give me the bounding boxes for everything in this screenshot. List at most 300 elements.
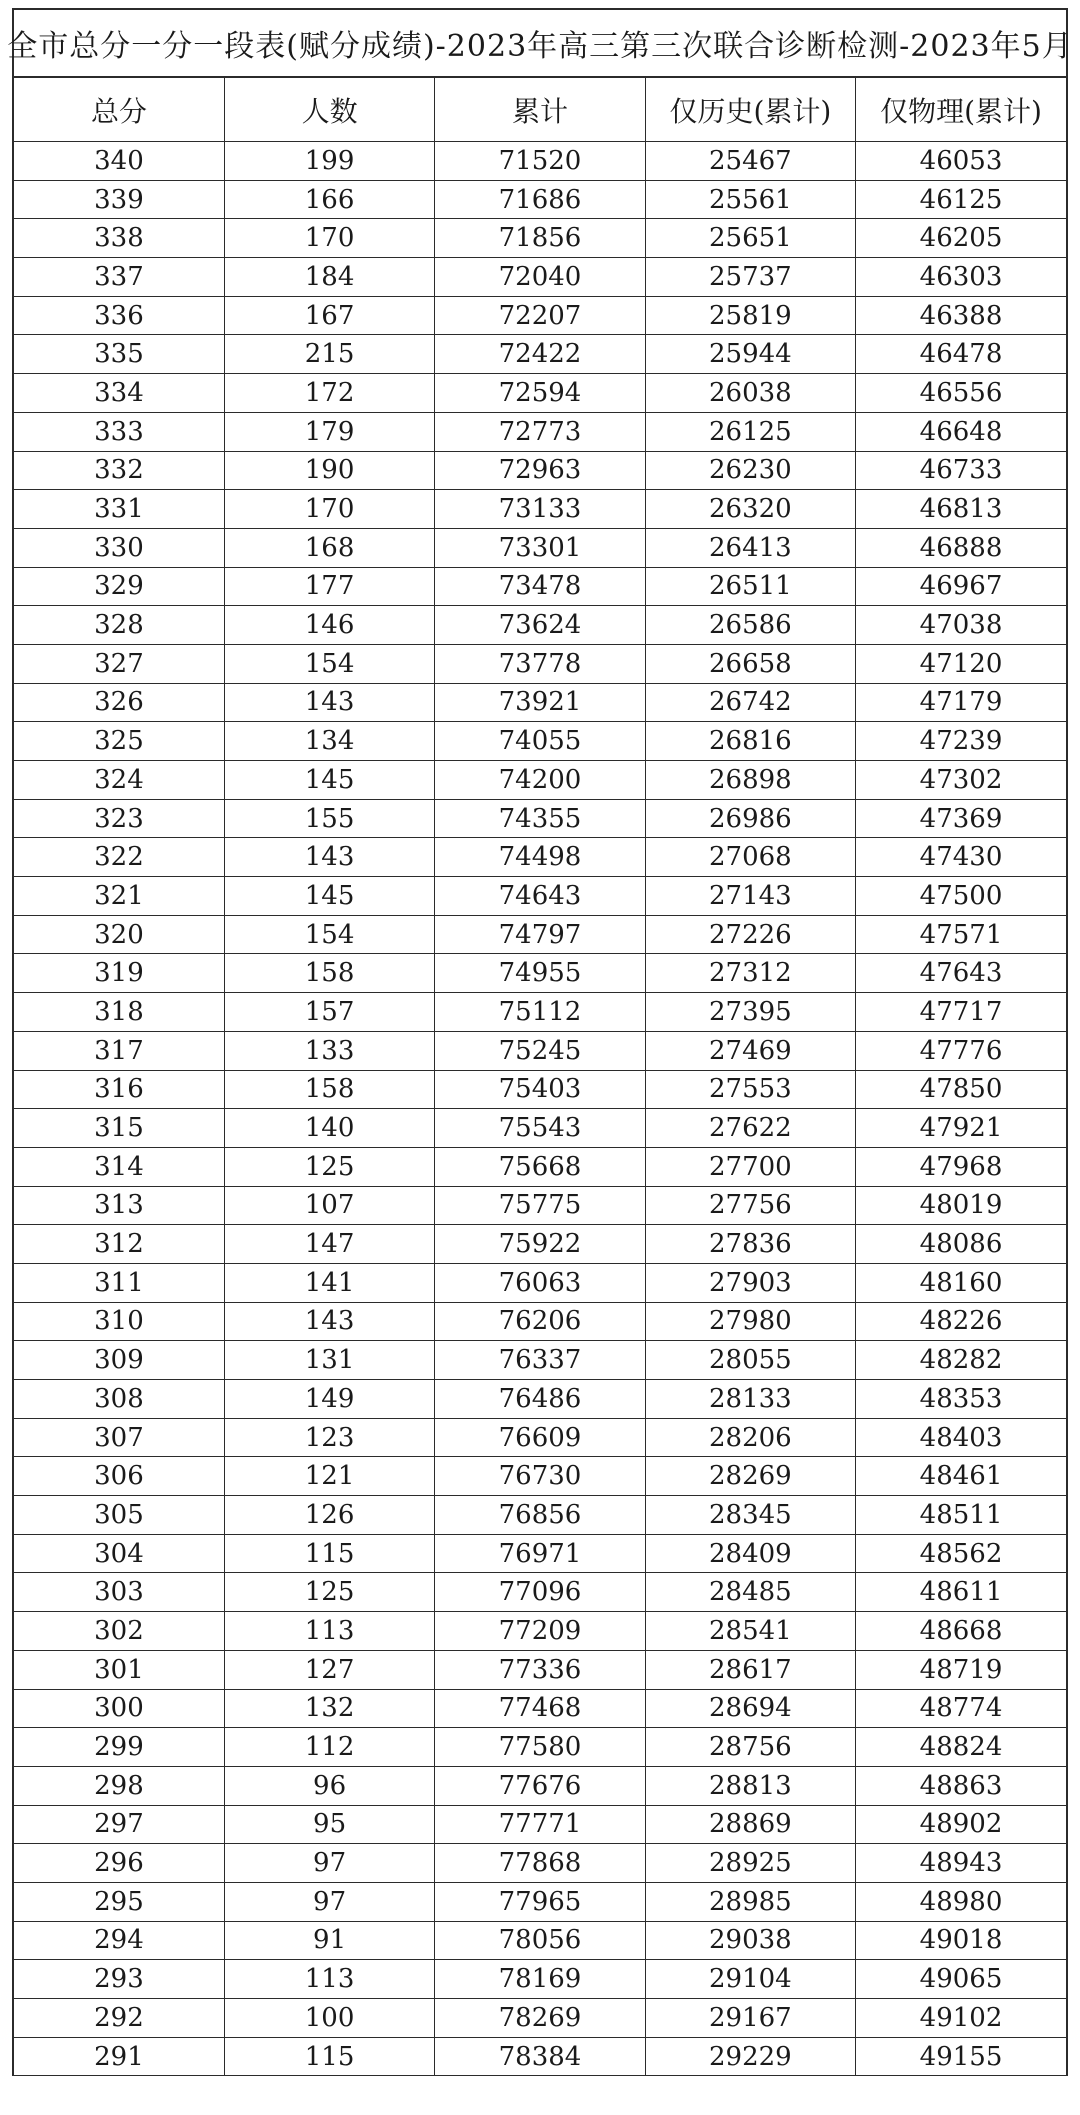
cell-physics-cumulative: 46388: [856, 296, 1066, 335]
table-row: [14, 799, 1066, 838]
cell-count: 96: [224, 1766, 434, 1805]
cell-history-cumulative: 27836: [645, 1225, 855, 1264]
cell-physics-cumulative: 47302: [856, 761, 1066, 800]
cell-cumulative: 73478: [435, 567, 645, 606]
cell-history-cumulative: 26413: [645, 528, 855, 567]
cell-physics-cumulative: 48824: [856, 1728, 1066, 1767]
cell-history-cumulative: 26742: [645, 683, 855, 722]
cell-total-score: 313: [14, 1186, 224, 1225]
cell-physics-cumulative: 48019: [856, 1186, 1066, 1225]
cell-history-cumulative: 27395: [645, 993, 855, 1032]
cell-history-cumulative: 26658: [645, 644, 855, 683]
cell-physics-cumulative: 46053: [856, 142, 1066, 181]
cell-total-score: 305: [14, 1496, 224, 1535]
cell-total-score: 311: [14, 1263, 224, 1302]
cell-history-cumulative: 29229: [645, 2037, 855, 2076]
table-row: [14, 490, 1066, 529]
table-row: [14, 451, 1066, 490]
cell-physics-cumulative: 47571: [856, 915, 1066, 954]
table-row: [14, 1999, 1066, 2038]
cell-count: 143: [224, 1302, 434, 1341]
cell-count: 190: [224, 451, 434, 490]
cell-total-score: 312: [14, 1225, 224, 1264]
cell-physics-cumulative: 47038: [856, 606, 1066, 645]
cell-count: 141: [224, 1263, 434, 1302]
table-row: [14, 1302, 1066, 1341]
cell-physics-cumulative: 48461: [856, 1457, 1066, 1496]
cell-total-score: 321: [14, 877, 224, 916]
cell-cumulative: 76730: [435, 1457, 645, 1496]
cell-total-score: 306: [14, 1457, 224, 1496]
table-row: [14, 915, 1066, 954]
cell-cumulative: 74797: [435, 915, 645, 954]
cell-cumulative: 75112: [435, 993, 645, 1032]
cell-count: 126: [224, 1496, 434, 1535]
cell-cumulative: 72773: [435, 412, 645, 451]
score-distribution-table: [14, 78, 1066, 2076]
cell-physics-cumulative: 48863: [856, 1766, 1066, 1805]
cell-physics-cumulative: 47239: [856, 722, 1066, 761]
cell-count: 158: [224, 954, 434, 993]
cell-count: 168: [224, 528, 434, 567]
cell-count: 170: [224, 490, 434, 529]
cell-history-cumulative: 29167: [645, 1999, 855, 2038]
cell-physics-cumulative: 48562: [856, 1534, 1066, 1573]
cell-total-score: 298: [14, 1766, 224, 1805]
cell-physics-cumulative: 49018: [856, 1921, 1066, 1960]
cell-total-score: 338: [14, 219, 224, 258]
cell-history-cumulative: 28345: [645, 1496, 855, 1535]
cell-physics-cumulative: 49155: [856, 2037, 1066, 2076]
cell-total-score: 325: [14, 722, 224, 761]
table-row: [14, 1109, 1066, 1148]
header-count: 人数: [224, 78, 434, 142]
header-history-cumulative: 仅历史(累计): [645, 78, 855, 142]
cell-history-cumulative: 28925: [645, 1844, 855, 1883]
cell-cumulative: 74055: [435, 722, 645, 761]
cell-count: 107: [224, 1186, 434, 1225]
cell-history-cumulative: 26586: [645, 606, 855, 645]
cell-count: 97: [224, 1844, 434, 1883]
cell-physics-cumulative: 47120: [856, 644, 1066, 683]
table-row: [14, 1341, 1066, 1380]
cell-history-cumulative: 26511: [645, 567, 855, 606]
cell-total-score: 322: [14, 838, 224, 877]
cell-total-score: 297: [14, 1805, 224, 1844]
cell-total-score: 329: [14, 567, 224, 606]
cell-cumulative: 73778: [435, 644, 645, 683]
cell-count: 157: [224, 993, 434, 1032]
table-row: [14, 1380, 1066, 1419]
cell-history-cumulative: 27143: [645, 877, 855, 916]
table-row: [14, 1147, 1066, 1186]
cell-history-cumulative: 28694: [645, 1689, 855, 1728]
cell-cumulative: 72207: [435, 296, 645, 335]
table-row: [14, 1921, 1066, 1960]
cell-total-score: 301: [14, 1650, 224, 1689]
cell-count: 166: [224, 180, 434, 219]
cell-history-cumulative: 25944: [645, 335, 855, 374]
cell-physics-cumulative: 49065: [856, 1960, 1066, 1999]
cell-total-score: 314: [14, 1147, 224, 1186]
cell-cumulative: 77965: [435, 1882, 645, 1921]
cell-cumulative: 75543: [435, 1109, 645, 1148]
cell-cumulative: 76063: [435, 1263, 645, 1302]
cell-total-score: 318: [14, 993, 224, 1032]
cell-count: 127: [224, 1650, 434, 1689]
cell-physics-cumulative: 46813: [856, 490, 1066, 529]
table-row: [14, 219, 1066, 258]
table-row: [14, 761, 1066, 800]
cell-total-score: 300: [14, 1689, 224, 1728]
table-row: [14, 722, 1066, 761]
cell-physics-cumulative: 47500: [856, 877, 1066, 916]
cell-history-cumulative: 27553: [645, 1070, 855, 1109]
cell-cumulative: 74200: [435, 761, 645, 800]
table-row: [14, 1612, 1066, 1651]
table-row: [14, 1418, 1066, 1457]
table-row: [14, 954, 1066, 993]
cell-total-score: 328: [14, 606, 224, 645]
cell-cumulative: 78056: [435, 1921, 645, 1960]
cell-count: 145: [224, 761, 434, 800]
cell-physics-cumulative: 48943: [856, 1844, 1066, 1883]
table-row: [14, 1650, 1066, 1689]
cell-total-score: 327: [14, 644, 224, 683]
cell-cumulative: 75668: [435, 1147, 645, 1186]
cell-history-cumulative: 25467: [645, 142, 855, 181]
cell-count: 154: [224, 915, 434, 954]
cell-count: 154: [224, 644, 434, 683]
cell-cumulative: 73133: [435, 490, 645, 529]
cell-physics-cumulative: 49102: [856, 1999, 1066, 2038]
cell-history-cumulative: 28269: [645, 1457, 855, 1496]
cell-history-cumulative: 26320: [645, 490, 855, 529]
cell-cumulative: 77336: [435, 1650, 645, 1689]
cell-physics-cumulative: 47369: [856, 799, 1066, 838]
cell-total-score: 335: [14, 335, 224, 374]
cell-cumulative: 74955: [435, 954, 645, 993]
cell-total-score: 332: [14, 451, 224, 490]
cell-count: 147: [224, 1225, 434, 1264]
cell-count: 134: [224, 722, 434, 761]
cell-physics-cumulative: 48282: [856, 1341, 1066, 1380]
cell-physics-cumulative: 46648: [856, 412, 1066, 451]
cell-count: 100: [224, 1999, 434, 2038]
cell-cumulative: 77676: [435, 1766, 645, 1805]
cell-count: 133: [224, 1031, 434, 1070]
cell-total-score: 303: [14, 1573, 224, 1612]
cell-history-cumulative: 28055: [645, 1341, 855, 1380]
cell-history-cumulative: 29104: [645, 1960, 855, 1999]
cell-count: 170: [224, 219, 434, 258]
cell-count: 113: [224, 1612, 434, 1651]
cell-physics-cumulative: 48668: [856, 1612, 1066, 1651]
cell-cumulative: 71856: [435, 219, 645, 258]
cell-history-cumulative: 28869: [645, 1805, 855, 1844]
table-row: [14, 1766, 1066, 1805]
cell-history-cumulative: 27226: [645, 915, 855, 954]
cell-count: 125: [224, 1147, 434, 1186]
cell-history-cumulative: 29038: [645, 1921, 855, 1960]
cell-count: 184: [224, 258, 434, 297]
table-row: [14, 1689, 1066, 1728]
cell-count: 155: [224, 799, 434, 838]
cell-count: 113: [224, 1960, 434, 1999]
cell-count: 146: [224, 606, 434, 645]
cell-physics-cumulative: 47430: [856, 838, 1066, 877]
table-row: [14, 1805, 1066, 1844]
cell-total-score: 292: [14, 1999, 224, 2038]
cell-count: 149: [224, 1380, 434, 1419]
cell-count: 199: [224, 142, 434, 181]
cell-total-score: 302: [14, 1612, 224, 1651]
cell-cumulative: 72963: [435, 451, 645, 490]
cell-history-cumulative: 28813: [645, 1766, 855, 1805]
cell-cumulative: 74643: [435, 877, 645, 916]
cell-physics-cumulative: 46303: [856, 258, 1066, 297]
table-row: [14, 374, 1066, 413]
cell-count: 123: [224, 1418, 434, 1457]
cell-count: 97: [224, 1882, 434, 1921]
cell-total-score: 315: [14, 1109, 224, 1148]
cell-physics-cumulative: 47968: [856, 1147, 1066, 1186]
table-row: [14, 606, 1066, 645]
cell-count: 143: [224, 838, 434, 877]
cell-total-score: 339: [14, 180, 224, 219]
cell-history-cumulative: 28485: [645, 1573, 855, 1612]
cell-cumulative: 72422: [435, 335, 645, 374]
cell-cumulative: 78269: [435, 1999, 645, 2038]
cell-cumulative: 76609: [435, 1418, 645, 1457]
cell-history-cumulative: 25819: [645, 296, 855, 335]
table-row: [14, 1573, 1066, 1612]
cell-total-score: 295: [14, 1882, 224, 1921]
cell-cumulative: 73921: [435, 683, 645, 722]
cell-physics-cumulative: 46478: [856, 335, 1066, 374]
cell-physics-cumulative: 46733: [856, 451, 1066, 490]
cell-total-score: 326: [14, 683, 224, 722]
cell-count: 172: [224, 374, 434, 413]
table-row: [14, 644, 1066, 683]
cell-total-score: 330: [14, 528, 224, 567]
cell-history-cumulative: 27700: [645, 1147, 855, 1186]
table-row: [14, 258, 1066, 297]
cell-cumulative: 73301: [435, 528, 645, 567]
cell-count: 91: [224, 1921, 434, 1960]
cell-cumulative: 77580: [435, 1728, 645, 1767]
cell-cumulative: 78384: [435, 2037, 645, 2076]
cell-history-cumulative: 25737: [645, 258, 855, 297]
table-row: [14, 1844, 1066, 1883]
cell-history-cumulative: 25561: [645, 180, 855, 219]
cell-physics-cumulative: 48160: [856, 1263, 1066, 1302]
cell-total-score: 293: [14, 1960, 224, 1999]
table-row: [14, 567, 1066, 606]
table-row: [14, 296, 1066, 335]
table-row: [14, 993, 1066, 1032]
cell-total-score: 308: [14, 1380, 224, 1419]
cell-physics-cumulative: 46967: [856, 567, 1066, 606]
header-physics-cumulative: 仅物理(累计): [856, 78, 1066, 142]
table-row: [14, 1263, 1066, 1302]
table-row: [14, 1225, 1066, 1264]
cell-history-cumulative: 26230: [645, 451, 855, 490]
cell-cumulative: 77468: [435, 1689, 645, 1728]
cell-history-cumulative: 27622: [645, 1109, 855, 1148]
cell-count: 179: [224, 412, 434, 451]
cell-physics-cumulative: 48719: [856, 1650, 1066, 1689]
cell-cumulative: 73624: [435, 606, 645, 645]
cell-count: 112: [224, 1728, 434, 1767]
cell-total-score: 317: [14, 1031, 224, 1070]
cell-history-cumulative: 28617: [645, 1650, 855, 1689]
table-row: [14, 142, 1066, 181]
cell-total-score: 320: [14, 915, 224, 954]
cell-cumulative: 74355: [435, 799, 645, 838]
cell-physics-cumulative: 47850: [856, 1070, 1066, 1109]
table-row: [14, 1960, 1066, 1999]
table-row: [14, 528, 1066, 567]
cell-physics-cumulative: 48226: [856, 1302, 1066, 1341]
table-row: [14, 180, 1066, 219]
cell-history-cumulative: 26898: [645, 761, 855, 800]
cell-history-cumulative: 27469: [645, 1031, 855, 1070]
table-title: 全市总分一分一段表(赋分成绩)-2023年高三第三次联合诊断检测-2023年5月: [14, 10, 1066, 78]
cell-total-score: 337: [14, 258, 224, 297]
cell-physics-cumulative: 48980: [856, 1882, 1066, 1921]
cell-total-score: 340: [14, 142, 224, 181]
cell-cumulative: 76971: [435, 1534, 645, 1573]
cell-count: 131: [224, 1341, 434, 1380]
cell-total-score: 309: [14, 1341, 224, 1380]
cell-count: 143: [224, 683, 434, 722]
table-row: [14, 683, 1066, 722]
cell-cumulative: 71686: [435, 180, 645, 219]
cell-physics-cumulative: 47717: [856, 993, 1066, 1032]
cell-physics-cumulative: 46556: [856, 374, 1066, 413]
cell-history-cumulative: 26986: [645, 799, 855, 838]
table-row: [14, 2037, 1066, 2076]
cell-cumulative: 76856: [435, 1496, 645, 1535]
cell-cumulative: 78169: [435, 1960, 645, 1999]
cell-cumulative: 75922: [435, 1225, 645, 1264]
cell-total-score: 294: [14, 1921, 224, 1960]
cell-total-score: 323: [14, 799, 224, 838]
cell-total-score: 316: [14, 1070, 224, 1109]
cell-history-cumulative: 28541: [645, 1612, 855, 1651]
cell-total-score: 336: [14, 296, 224, 335]
table-row: [14, 1534, 1066, 1573]
cell-history-cumulative: 27068: [645, 838, 855, 877]
cell-physics-cumulative: 46125: [856, 180, 1066, 219]
cell-history-cumulative: 27756: [645, 1186, 855, 1225]
table-row: [14, 1457, 1066, 1496]
cell-cumulative: 74498: [435, 838, 645, 877]
cell-count: 121: [224, 1457, 434, 1496]
cell-history-cumulative: 28206: [645, 1418, 855, 1457]
cell-physics-cumulative: 46205: [856, 219, 1066, 258]
cell-cumulative: 76337: [435, 1341, 645, 1380]
cell-count: 132: [224, 1689, 434, 1728]
cell-cumulative: 75775: [435, 1186, 645, 1225]
table-row: [14, 1496, 1066, 1535]
table-row: [14, 1070, 1066, 1109]
header-total-score: 总分: [14, 78, 224, 142]
cell-history-cumulative: 28409: [645, 1534, 855, 1573]
cell-cumulative: 76206: [435, 1302, 645, 1341]
cell-physics-cumulative: 48403: [856, 1418, 1066, 1457]
cell-count: 115: [224, 2037, 434, 2076]
cell-history-cumulative: 25651: [645, 219, 855, 258]
cell-history-cumulative: 27903: [645, 1263, 855, 1302]
cell-cumulative: 77771: [435, 1805, 645, 1844]
cell-total-score: 296: [14, 1844, 224, 1883]
cell-cumulative: 72040: [435, 258, 645, 297]
cell-history-cumulative: 28133: [645, 1380, 855, 1419]
table-row: [14, 1186, 1066, 1225]
cell-total-score: 304: [14, 1534, 224, 1573]
table-row: [14, 1031, 1066, 1070]
cell-cumulative: 77096: [435, 1573, 645, 1612]
cell-total-score: 319: [14, 954, 224, 993]
table-row: [14, 412, 1066, 451]
cell-cumulative: 76486: [435, 1380, 645, 1419]
cell-physics-cumulative: 47776: [856, 1031, 1066, 1070]
cell-physics-cumulative: 48086: [856, 1225, 1066, 1264]
table-row: [14, 838, 1066, 877]
table-row: [14, 877, 1066, 916]
cell-history-cumulative: 26125: [645, 412, 855, 451]
cell-cumulative: 71520: [435, 142, 645, 181]
cell-count: 215: [224, 335, 434, 374]
cell-physics-cumulative: 47921: [856, 1109, 1066, 1148]
cell-history-cumulative: 26038: [645, 374, 855, 413]
cell-total-score: 299: [14, 1728, 224, 1767]
cell-count: 158: [224, 1070, 434, 1109]
cell-total-score: 333: [14, 412, 224, 451]
cell-count: 145: [224, 877, 434, 916]
score-table-sheet: [7, 8, 1073, 2076]
cell-total-score: 307: [14, 1418, 224, 1457]
cell-cumulative: 77868: [435, 1844, 645, 1883]
cell-physics-cumulative: 48774: [856, 1689, 1066, 1728]
cell-cumulative: 77209: [435, 1612, 645, 1651]
cell-count: 177: [224, 567, 434, 606]
cell-physics-cumulative: 48353: [856, 1380, 1066, 1419]
cell-history-cumulative: 27980: [645, 1302, 855, 1341]
cell-total-score: 334: [14, 374, 224, 413]
cell-count: 167: [224, 296, 434, 335]
table-body: [14, 142, 1066, 2076]
header-cumulative: 累计: [435, 78, 645, 142]
header-row: [14, 78, 1066, 142]
cell-history-cumulative: 26816: [645, 722, 855, 761]
table-row: [14, 1728, 1066, 1767]
cell-total-score: 291: [14, 2037, 224, 2076]
cell-physics-cumulative: 48611: [856, 1573, 1066, 1612]
cell-history-cumulative: 27312: [645, 954, 855, 993]
cell-physics-cumulative: 47179: [856, 683, 1066, 722]
cell-physics-cumulative: 48511: [856, 1496, 1066, 1535]
cell-total-score: 331: [14, 490, 224, 529]
cell-count: 125: [224, 1573, 434, 1612]
cell-physics-cumulative: 47643: [856, 954, 1066, 993]
cell-history-cumulative: 28756: [645, 1728, 855, 1767]
cell-history-cumulative: 28985: [645, 1882, 855, 1921]
cell-cumulative: 75403: [435, 1070, 645, 1109]
cell-cumulative: 75245: [435, 1031, 645, 1070]
